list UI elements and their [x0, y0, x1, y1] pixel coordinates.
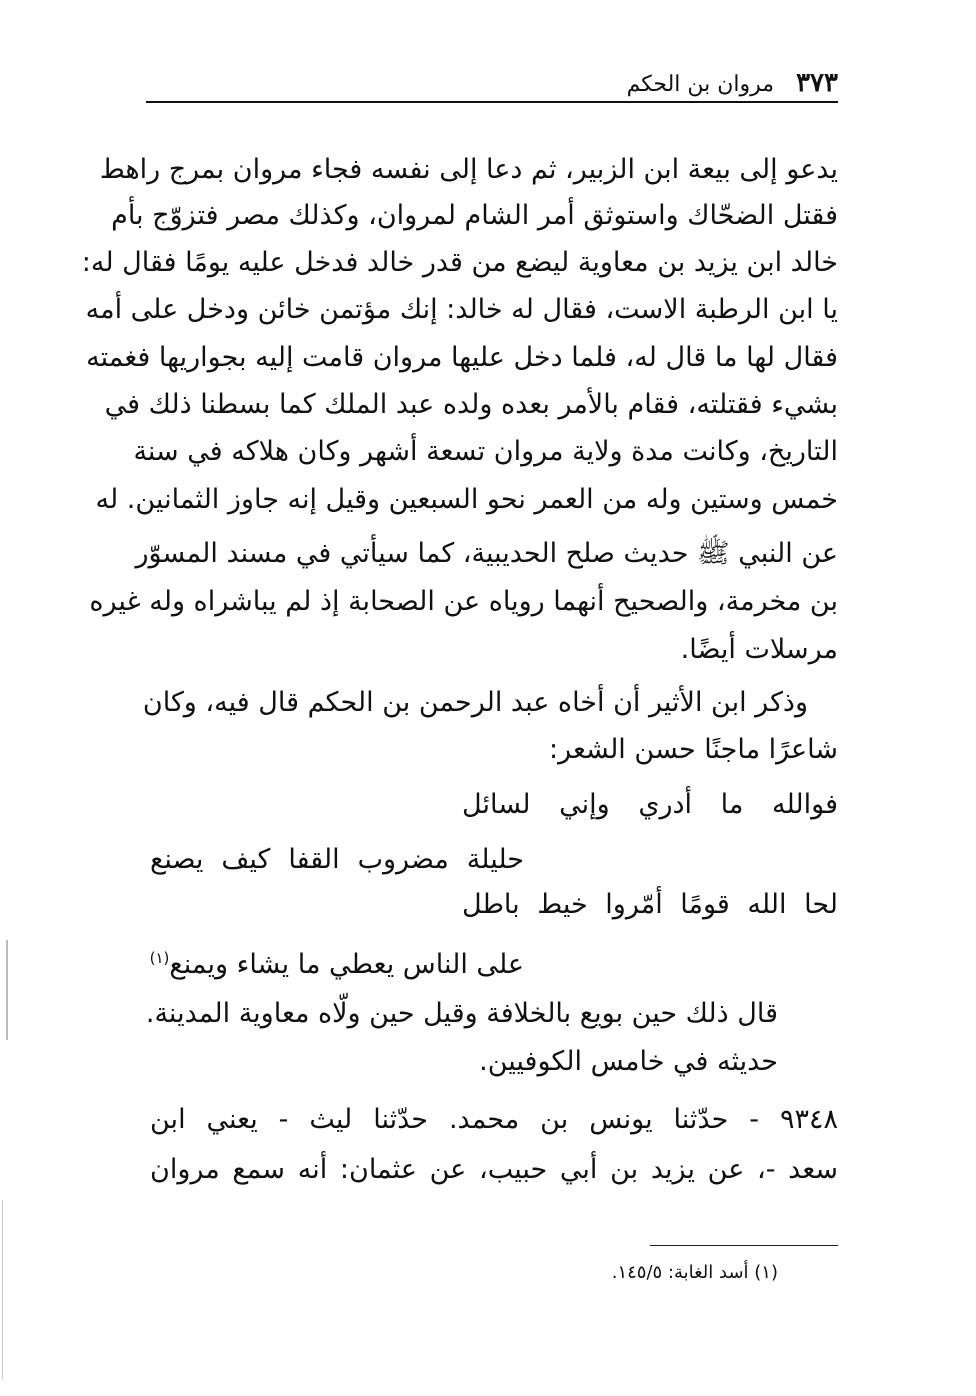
- text-line: التاريخ، وكانت مدة ولاية مروان تسعة أشهر وكان هلاكه في سنة: [133, 436, 838, 467]
- footnote: (١) أسد الغابة: ١٤٥/٥.: [611, 1262, 778, 1283]
- poem-verse-3: لحا الله قومًا أمّروا خيط باطل: [462, 889, 838, 920]
- poem-verse-4: [150, 938, 524, 978]
- running-header: [148, 68, 838, 100]
- text-line: قال ذلك حين بويع بالخلافة وقيل حين ولّاه معاوية المدينة.: [145, 998, 778, 1029]
- text-line: فقال لها ما قال له، فلما دخل عليها مروان قامت إليه بجواريها فغمته: [86, 342, 838, 373]
- page-number: ٣٧٣: [796, 68, 838, 98]
- text-line: بن مخرمة، والصحيح أنهما روياه عن الصحابة إذ لم يباشراه وله غيره: [89, 586, 838, 617]
- text-line: حديثه في خامس الكوفيين.: [479, 1046, 778, 1077]
- scan-artifact: [2, 1200, 3, 1380]
- text-line: شاعرًا ماجنًا حسن الشعر:: [548, 734, 838, 765]
- text-line: بشيء فقتلته، فقام بالأمر بعده ولده عبد الملك كما بسطنا ذلك في: [104, 389, 838, 420]
- text-line: يدعو إلى بيعة ابن الزبير، ثم دعا إلى نفسه فجاء مروان بمرج راهط: [99, 154, 838, 185]
- poem-verse-2: حليلة مضروب القفا كيف يصنع: [150, 844, 524, 875]
- text-line: خالد ابن يزيد بن معاوية ليضع من قدر خالد فدخل عليه يومًا فقال له:: [81, 247, 838, 278]
- hadith-line: سعد -، عن يزيد بن أبي حبيب، عن عثمان: أنه سمع مروان: [150, 1154, 838, 1185]
- text-line: مرسلات أيضًا.: [680, 634, 838, 665]
- poem-verse-4-text: على الناس يعطي ما يشاء ويمنع: [169, 949, 524, 980]
- text-line: وذكر ابن الأثير أن أخاه عبد الرحمن بن الحكم قال فيه، وكان: [142, 687, 808, 718]
- text-line: خمس وستين وله من العمر نحو السبعين وقيل إنه جاوز الثمانين. له: [95, 484, 838, 515]
- scan-artifact: [6, 940, 8, 1040]
- running-title: مروان بن الحكم: [626, 72, 775, 97]
- text-line: فقتل الضحّاك واستوثق أمر الشام لمروان، وكذلك مصر فتزوّج بأم: [111, 200, 838, 231]
- hadith-line: ٩٣٤٨ - حدّثنا يونس بن محمد. حدّثنا ليث - يعني ابن: [150, 1104, 838, 1135]
- footnote-marker: (١): [149, 949, 170, 967]
- text-line: عن النبي ﷺ حديث صلح الحديبية، كما سيأتي في مسند المسوّر: [135, 538, 838, 569]
- footnote-rule: [650, 1245, 838, 1246]
- text-line: يا ابن الرطبة الاست، فقال له خالد: إنك مؤتمن خائن ودخل على أمه: [85, 294, 838, 325]
- header-rule: [146, 101, 838, 103]
- poem-verse-1: فوالله ما أدري وإني لسائل: [462, 789, 838, 820]
